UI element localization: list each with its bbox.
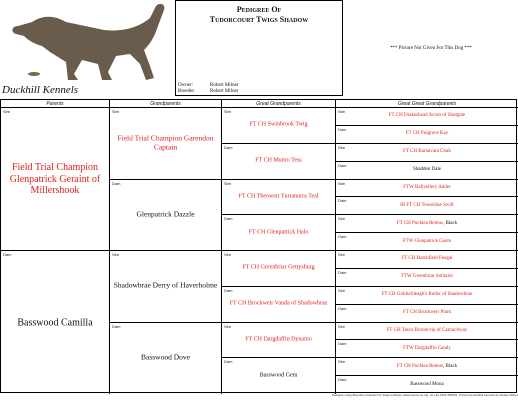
- column-header: Great Great Grandparents: [336, 100, 518, 108]
- footer-note: Pedigree using Breeders Assistant for Dogs software (www.tenset.co.uk). tel +44 1323 455491. Printed at Duckhill Kennels for Robert Milner: [331, 393, 518, 397]
- dog-name: Basswood Mona: [410, 382, 444, 388]
- cell-role-label: Sire: [338, 323, 346, 329]
- pedigree-cell: [336, 287, 518, 305]
- cell-role-label: Sire: [338, 216, 346, 222]
- dog-name: FT CH Pulgrave Kay: [405, 131, 449, 137]
- dog-name: FT CH Theoweir Turranurra Teal: [238, 193, 319, 200]
- pedigree-cell: [110, 323, 222, 395]
- dog-name: Shadden Dale: [413, 167, 441, 173]
- pedigree-cell: [222, 287, 336, 323]
- pedigree-cell: [336, 180, 518, 198]
- pedigree-cell: [336, 340, 518, 358]
- cell-role-label: Sire: [3, 109, 11, 114]
- cell-role-label: Sire: [224, 323, 232, 329]
- pedigree-cell: [222, 215, 336, 251]
- cell-role-label: Sire: [338, 144, 346, 150]
- cell-role-label: Sire: [112, 252, 120, 257]
- title-box: [175, 0, 343, 96]
- pedigree-cell: [336, 305, 518, 323]
- dog-name: Field Trial Champion Garendon Captain: [117, 133, 214, 152]
- cell-role-label: Sire: [338, 180, 346, 186]
- dog-name: FTW Ballyellery Adder: [403, 185, 451, 191]
- pedigree-cell: [336, 376, 518, 394]
- cell-role-label: Sire: [338, 359, 346, 365]
- cell-role-label: Dam: [338, 341, 347, 347]
- cell-role-label: Sire: [112, 109, 120, 114]
- dog-name: FTW Dargdaffin Candy: [403, 345, 451, 351]
- cell-role-label: Sire: [224, 180, 232, 186]
- cell-role-label: Sire: [338, 252, 346, 257]
- cell-role-label: Dam: [338, 269, 347, 275]
- cell-role-label: Dam: [338, 305, 347, 311]
- owner-label: Owner:: [178, 83, 193, 88]
- dog-name: FT CH Dargdaffin Dynamo: [245, 336, 312, 343]
- pedigree-cell: [336, 197, 518, 215]
- pedigree-cell: [222, 251, 336, 287]
- pedigree-cell: [336, 126, 518, 144]
- dog-name: FT CH Munro Tess: [255, 157, 302, 164]
- cell-role-label: Dam: [338, 162, 347, 168]
- cell-role-label: Dam: [224, 216, 233, 222]
- pedigree-cell: [336, 233, 518, 251]
- dog-name: Basswood Dove: [141, 352, 190, 362]
- cell-role-label: Dam: [338, 377, 347, 383]
- breeder-value: Robert Milner: [210, 89, 239, 94]
- cell-role-label: Dam: [224, 144, 233, 150]
- pedigree-cell: [222, 144, 336, 180]
- pedigree-cell: [110, 180, 222, 252]
- pedigree-cell: [336, 162, 518, 180]
- column-header: Great Grandparents: [222, 100, 336, 108]
- owner-value: Robert Milner: [210, 83, 239, 88]
- dog-name: FT CH Brockweir Plum: [402, 310, 452, 316]
- dog-name: Shadowbrae Derry of Haverholme: [113, 280, 218, 290]
- dog-name: FT CH Swinbrook Twig: [249, 121, 308, 128]
- dog-name: FTW Glenpatrick Gusto: [402, 238, 452, 244]
- kennel-name: Duckhill Kennels: [2, 84, 79, 96]
- cell-role-label: Dam: [224, 359, 233, 365]
- dog-name: Basswood Gem: [259, 372, 298, 379]
- title-line2: Tudorcourt Twigs Shadow: [209, 15, 309, 24]
- dog-name: Field Trial Champion Glenpatrick Geraint of Millershook: [9, 161, 101, 196]
- pedigree-cell: [336, 215, 518, 233]
- dog-name: IR FT CH Towerline Swift: [400, 202, 454, 208]
- pedigree-cell: [222, 358, 336, 394]
- pedigree-cell: [336, 251, 518, 269]
- dog-name: FT CH Pocklea Remus, Black: [396, 363, 458, 369]
- pedigree-cell: [222, 108, 336, 144]
- cell-role-label: Dam: [3, 252, 12, 257]
- pedigree-cell: [110, 108, 222, 180]
- dog-name: Basswood Camilla: [17, 316, 93, 328]
- cell-role-label: Dam: [338, 126, 347, 132]
- dog-name: FT CH Brockweir Vanda of Shadowbrae: [229, 300, 328, 307]
- cell-role-label: Dam: [338, 234, 347, 240]
- cell-role-label: Sire: [224, 252, 232, 257]
- pedigree-cell: [1, 108, 110, 251]
- title-line1: Pedigree Of: [236, 5, 282, 14]
- color-suffix: Black: [444, 363, 458, 369]
- dog-name: FT CH Glenpatrick Halo: [248, 229, 309, 236]
- dog-name: FT CH Tasco Broom-tip of Carnochway: [386, 328, 468, 334]
- pedigree-cell: [336, 269, 518, 287]
- pedigree-table: [0, 99, 517, 393]
- dog-name: FT CH Barnavara Chub: [403, 149, 451, 155]
- cell-role-label: Dam: [224, 287, 233, 293]
- dog-name: FT CH Drakeshead Acorn of Shotgate: [388, 113, 466, 119]
- pedigree-cell: [336, 358, 518, 376]
- pedigree-cell: [1, 251, 110, 394]
- column-header: Grandparents: [110, 100, 222, 108]
- column-header: Parents: [1, 100, 110, 108]
- picture-note: *** Picture Not Given For This Dog ***: [390, 46, 472, 51]
- cell-role-label: Sire: [338, 109, 346, 114]
- breeder-label: Breeder:: [178, 89, 196, 94]
- pedigree-cell: [336, 108, 518, 126]
- cell-role-label: Sire: [224, 109, 232, 114]
- color-suffix: Black: [444, 220, 458, 226]
- cell-role-label: Sire: [338, 287, 346, 293]
- dog-silhouette-icon: [4, 0, 174, 84]
- pedigree-cell: [222, 180, 336, 216]
- dog-name: FT CH Goldschleagh's Butler of Shadowbrae: [381, 292, 473, 298]
- cell-role-label: Dam: [112, 180, 121, 186]
- pedigree-cell: [222, 323, 336, 359]
- pedigree-cell: [336, 323, 518, 341]
- cell-role-label: Dam: [338, 198, 347, 204]
- cell-role-label: Dam: [112, 323, 121, 329]
- dog-name: FT CH Greenbriar Gettysburg: [242, 264, 315, 271]
- dog-name: FT CH Pocklea Remus, Black: [396, 220, 458, 226]
- dog-name: Glenpatrick Dazzle: [136, 209, 195, 219]
- dog-name: FTW Greenbriar Solitaire: [401, 274, 453, 280]
- pedigree-cell: [336, 144, 518, 162]
- dog-name: FT CH Hatchfield Feugal: [401, 256, 453, 262]
- pedigree-cell: [110, 251, 222, 323]
